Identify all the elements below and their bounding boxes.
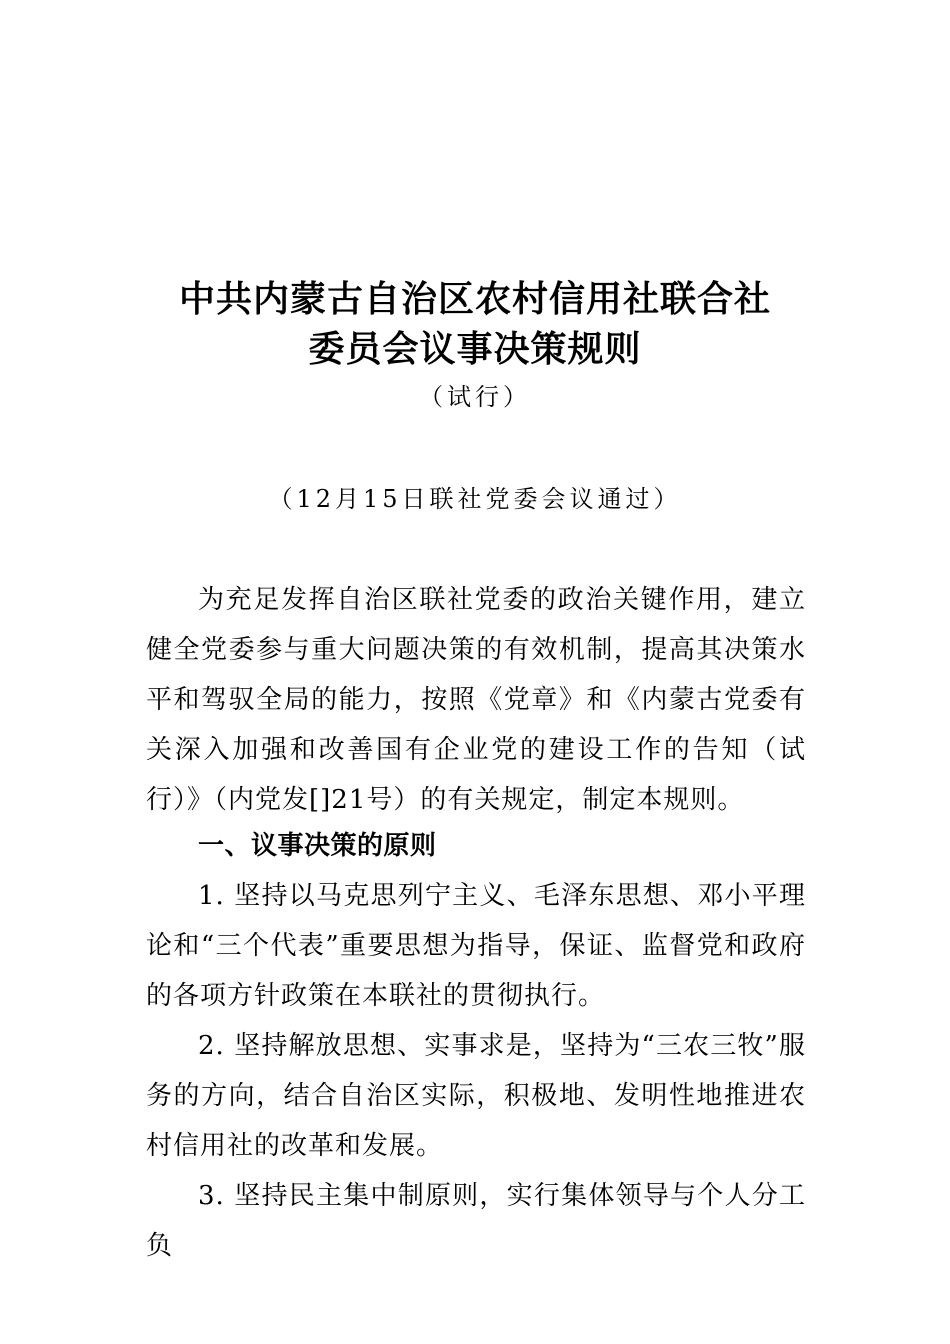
document-title-line-2: 委员会议事决策规则 bbox=[308, 329, 642, 370]
intro-paragraph: 为充足发挥自治区联社党委的政治关键作用，建立健全党委参与重大问题决策的有效机制，提高其决策水平和驾驭全局的能力，按照《党章》和《内蒙古党委有关深入加强和改善国有企业党的建设工作的告知（试行）》（内党发[]21号）的有关规定，制定本规则。 bbox=[146, 585, 806, 815]
principle-item-3: 3. 坚持民主集中制原则，实行集体领导与个人分工负 bbox=[146, 1181, 806, 1261]
principle-item-2: 2. 坚持解放思想、实事求是，坚持为“三农三牧”服务的方向，结合自治区实际，积极地、发明性地推进农村信用社的改革和发展。 bbox=[146, 1031, 806, 1161]
document-subtitle: （试行） bbox=[419, 383, 531, 411]
document-title-line-1: 中共内蒙古自治区农村信用社联合社 bbox=[178, 279, 771, 320]
section-heading: 一、议事决策的原则 bbox=[198, 831, 437, 861]
principle-item-1: 1. 坚持以马克思列宁主义、毛泽东思想、邓小平理论和“三个代表”重要思想为指导，保证、监督党和政府的各项方针政策在本联社的贯彻执行。 bbox=[146, 881, 806, 1011]
adoption-note: （12月15日联社党委会议通过） bbox=[268, 485, 682, 513]
